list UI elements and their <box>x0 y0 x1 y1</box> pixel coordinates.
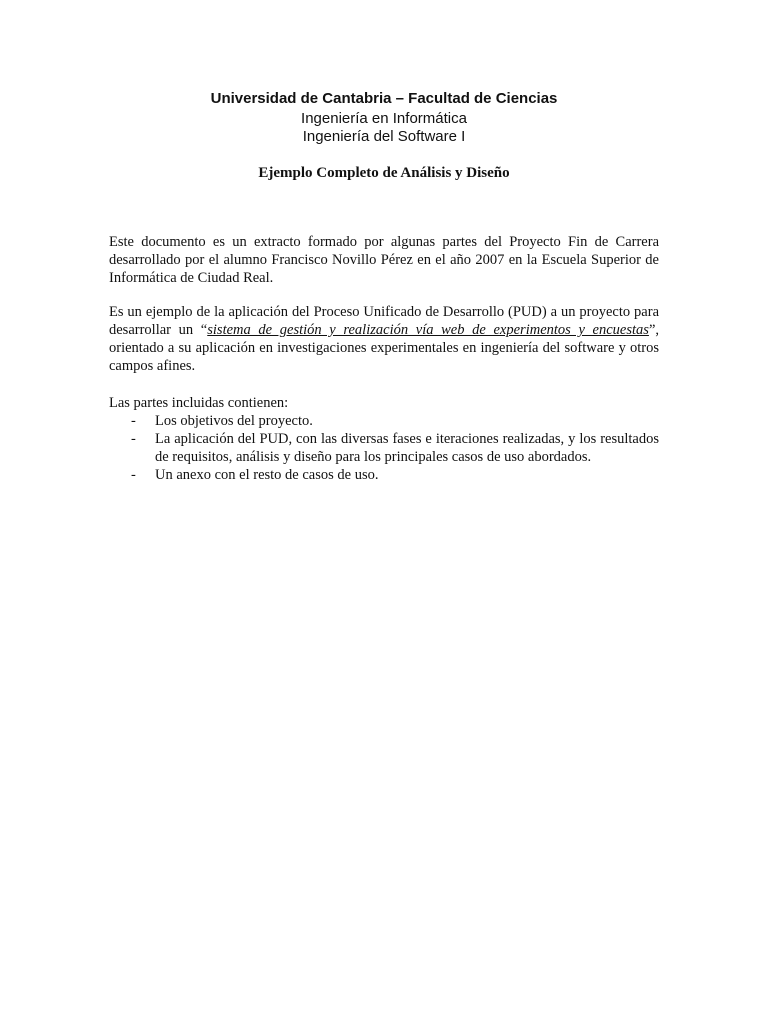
list-item <box>109 466 659 484</box>
parts-heading: Las partes incluidas contienen: <box>109 395 289 411</box>
system-name-highlight: sistema de gestión y realización vía web de experimentos y encuestas <box>207 322 649 338</box>
example-text-after: ”, orientado a su aplicación en investigaciones experimentales en ingeniería del software y otros campos afines. <box>109 322 659 374</box>
example-text-before: Es un ejemplo de la aplicación del Proceso Unificado de Desarrollo (PUD) a un proyecto para desarrollar un “ <box>109 304 659 338</box>
list-item <box>109 412 659 430</box>
list-item-text: Los objetivos del proyecto. <box>155 413 313 429</box>
degree-heading: Ingeniería en Informática <box>301 110 467 127</box>
list-bullet: - <box>131 431 136 447</box>
university-heading: Universidad de Cantabria – Facultad de Ciencias <box>210 90 558 107</box>
parts-list <box>109 412 659 484</box>
course-heading: Ingeniería del Software I <box>302 128 466 145</box>
list-item <box>109 430 659 466</box>
list-bullet: - <box>131 413 136 429</box>
list-item-text: Un anexo con el resto de casos de uso. <box>155 467 379 483</box>
list-item-text: La aplicación del PUD, con las diversas fases e iteraciones realizadas, y los resultados de requisitos, análisis y diseño para los principales casos de uso abordados. <box>155 431 659 465</box>
example-paragraph <box>109 303 659 375</box>
parts-section <box>109 394 659 484</box>
intro-paragraph: Este documento es un extracto formado por algunas partes del Proyecto Fin de Carrera desarrollado por el alumno Francisco Novillo Pérez en el año 2007 en la Escuela Superior de Informática de Ciudad Real. <box>109 234 659 286</box>
list-bullet: - <box>131 467 136 483</box>
document-title: Ejemplo Completo de Análisis y Diseño <box>258 165 510 181</box>
